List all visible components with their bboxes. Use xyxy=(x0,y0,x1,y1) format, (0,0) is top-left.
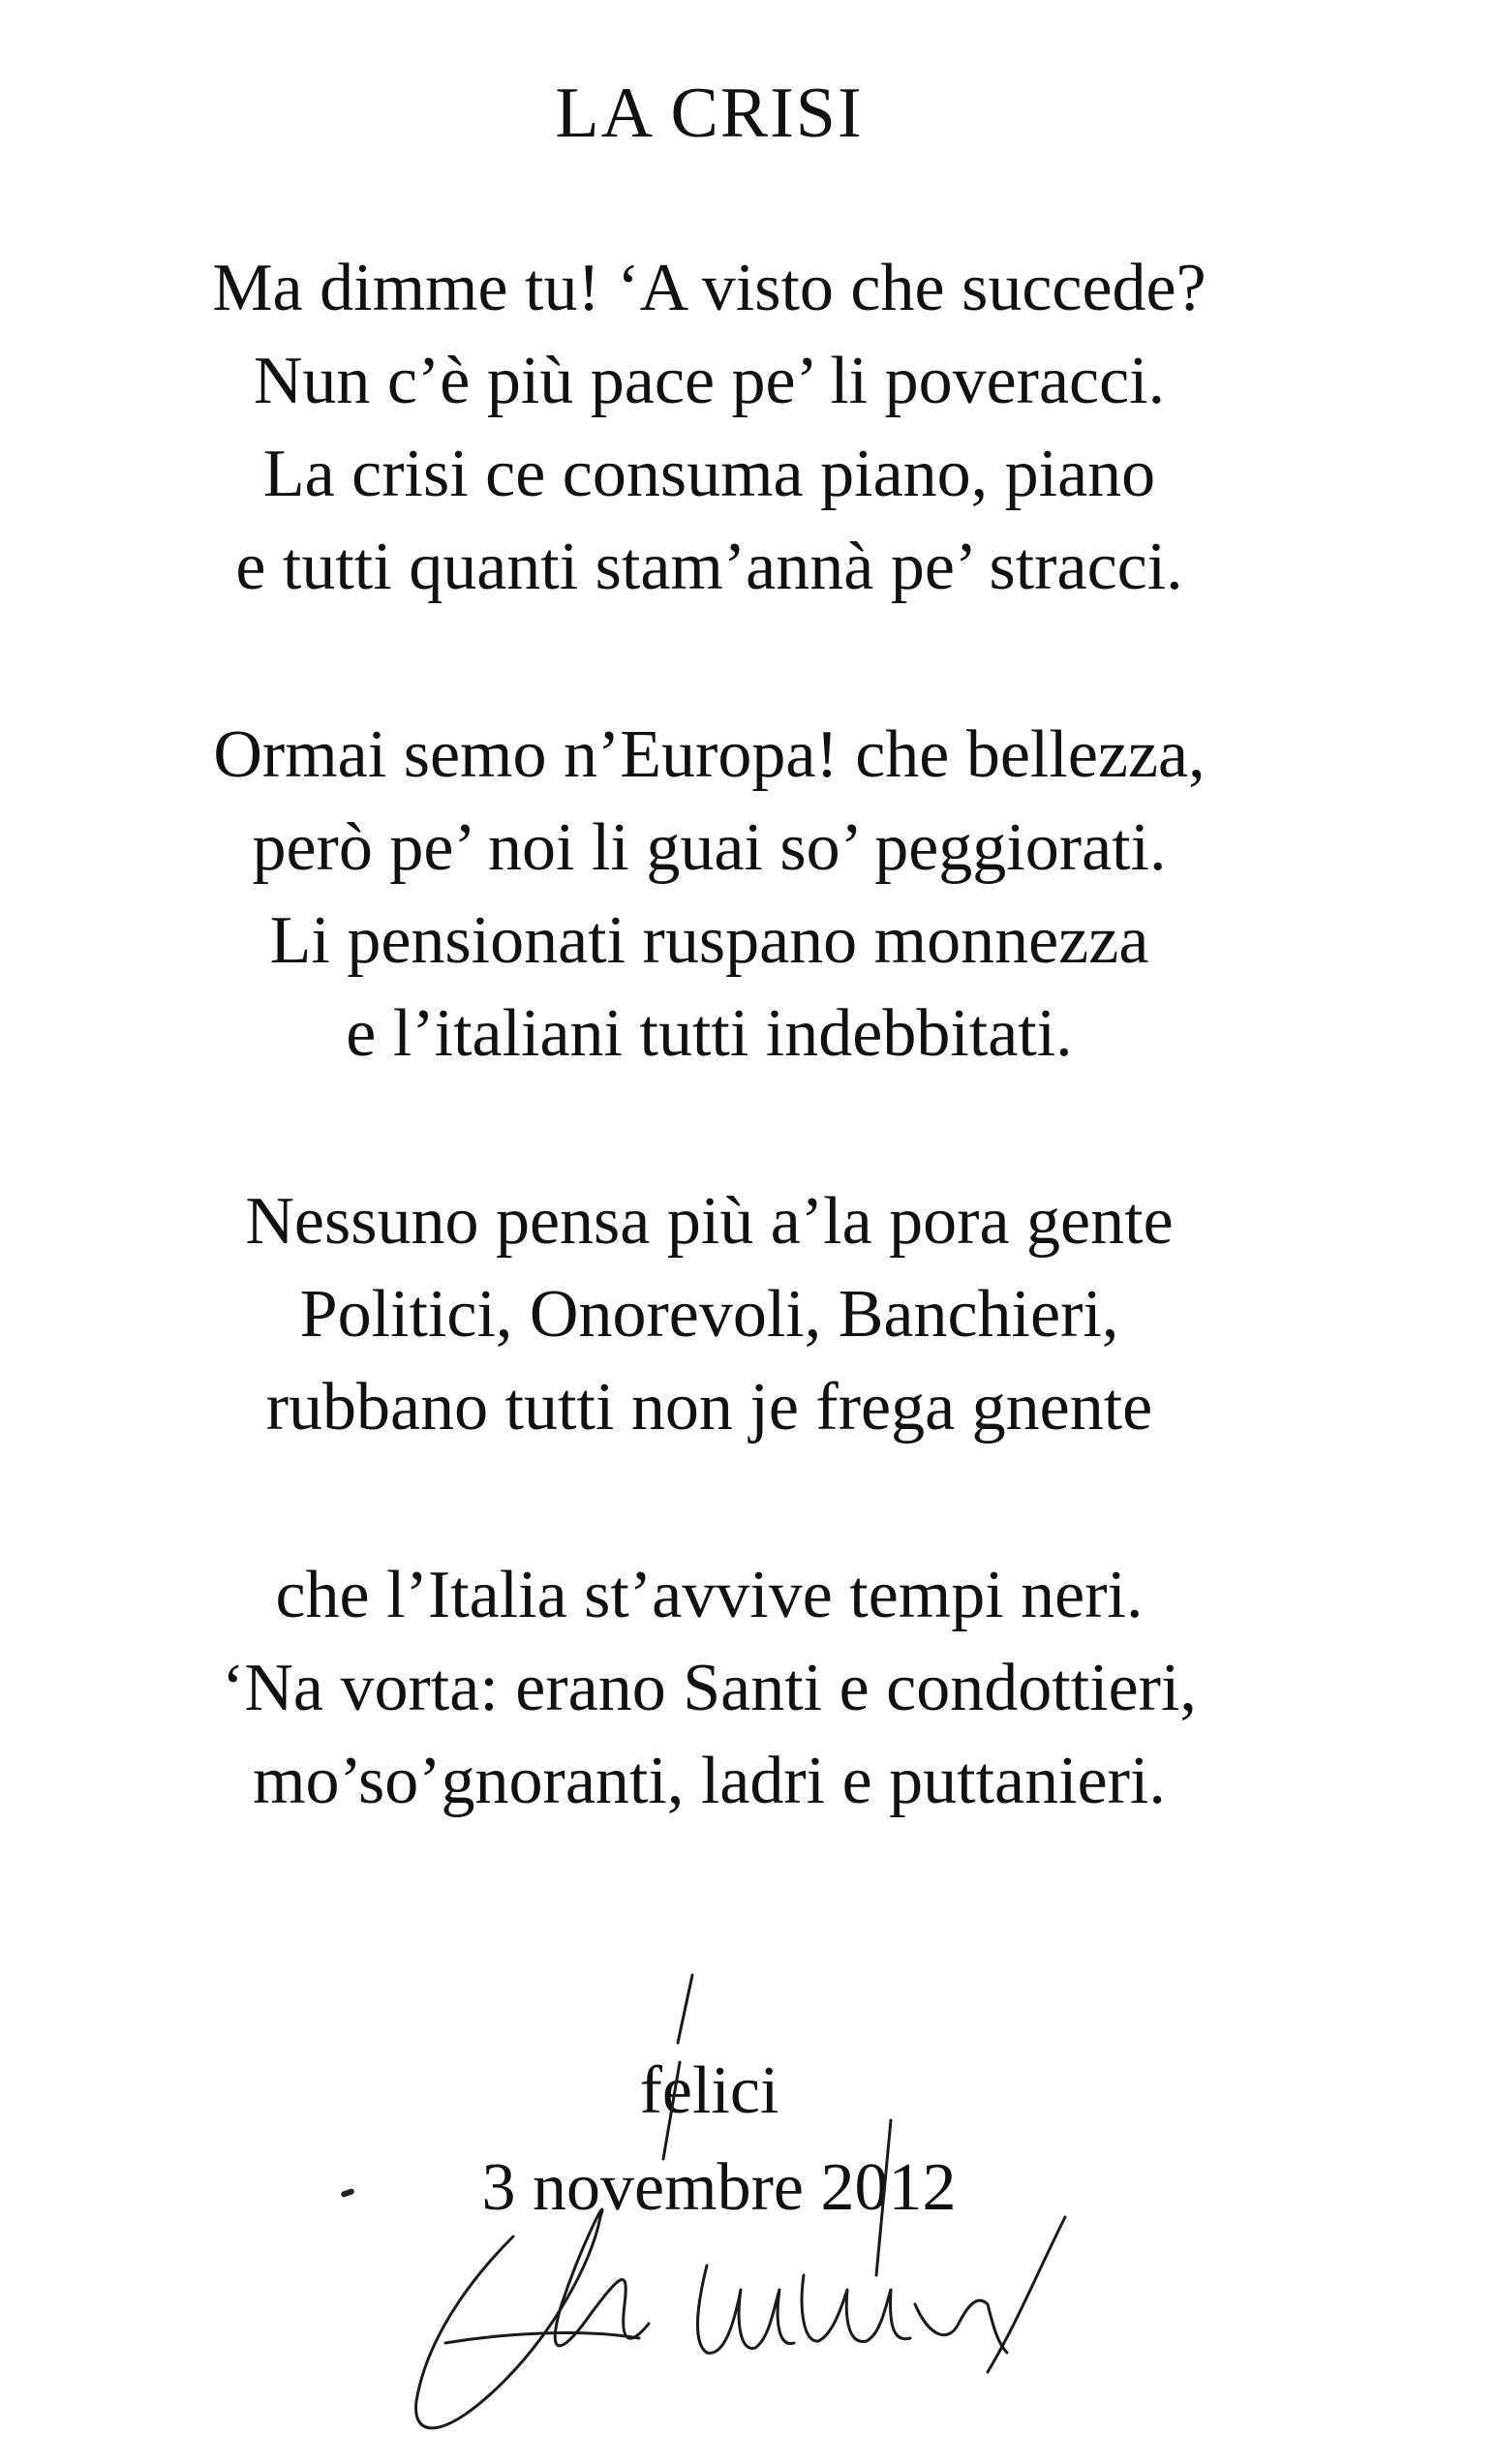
poem-line: e tutti quanti stam’annà pe’ stracci. xyxy=(235,530,1183,604)
stanza-1 xyxy=(0,242,1457,614)
poem-line: Li pensionati ruspano monnezza xyxy=(269,903,1149,978)
poem-line: Nun c’è più pace pe’ li poveracci. xyxy=(253,344,1166,418)
author-name: felici xyxy=(639,2053,779,2128)
poem-title: LA CRISI xyxy=(555,74,864,153)
stanza-3 xyxy=(0,1175,1457,1454)
poem-line: ‘Na vorta: erano Santi e condottieri, xyxy=(222,1651,1197,1725)
poem-line: che l’Italia st’avvive tempi neri. xyxy=(275,1558,1144,1632)
poem-line: Ormai semo n’Europa! che bellezza, xyxy=(213,717,1206,792)
stanza-4 xyxy=(0,1549,1457,1828)
poem-body xyxy=(0,242,1457,1923)
poem-date: 3 novembre 2012 xyxy=(481,2150,957,2225)
poem-line: mo’so’gnoranti, ladri e puttanieri. xyxy=(253,1744,1166,1818)
handwritten-signature-icon xyxy=(387,1956,1162,2459)
poem-line: rubbano tutti non je frega gnente xyxy=(265,1370,1153,1445)
poem-line: Ma dimme tu! ‘A visto che succede? xyxy=(212,251,1206,325)
poem-line: La crisi ce consuma piano, piano xyxy=(262,437,1156,511)
poem-line: Nessuno pensa più a’la pora gente xyxy=(245,1184,1174,1259)
poem-line: però pe’ noi li guai so’ peggiorati. xyxy=(252,810,1167,885)
poem-line: e l’italiani tutti indebbitati. xyxy=(346,996,1073,1071)
stanza-2 xyxy=(0,709,1457,1080)
poem-line: Politici, Onorevoli, Banchieri, xyxy=(299,1277,1119,1352)
